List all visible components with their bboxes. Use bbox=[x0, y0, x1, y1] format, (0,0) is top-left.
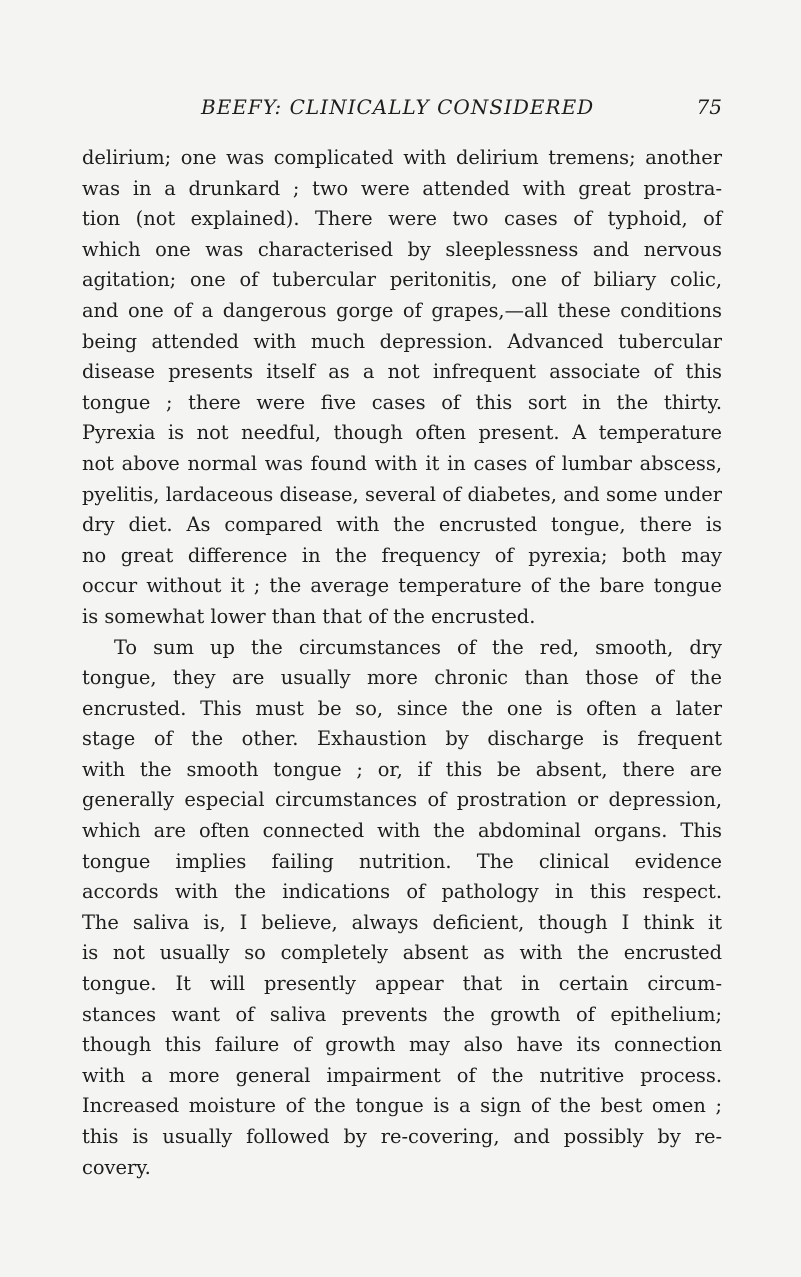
text-line: disease presents itself as a not infrequent associate of this bbox=[82, 360, 722, 384]
text-line: tongue implies failing nutrition. The clinical evidence bbox=[82, 849, 722, 873]
paragraph-1 bbox=[82, 143, 722, 633]
page-number: 75 bbox=[696, 95, 722, 119]
text-line: encrusted. This must be so, since the one is often a later bbox=[82, 696, 722, 720]
text-line: agitation; one of tubercular peritonitis, one of biliary colic, bbox=[82, 268, 722, 292]
body-text bbox=[82, 143, 722, 1183]
running-head bbox=[82, 95, 722, 125]
text-line: pyelitis, lardaceous disease, several of diabetes, and some under bbox=[82, 482, 722, 506]
text-line: delirium; one was complicated with delirium tremens; another bbox=[82, 146, 722, 169]
text-line: though this failure of growth may also have its connection bbox=[82, 1033, 722, 1057]
text-line: occur without it ; the average temperature of the bare tongue bbox=[82, 574, 722, 598]
text-line: covery. bbox=[82, 1155, 151, 1179]
text-line: tongue, they are usually more chronic than those of the bbox=[82, 666, 722, 690]
text-line: stances want of saliva prevents the growth of epithelium; bbox=[82, 1002, 722, 1026]
text-line: this is usually followed by re-covering, and possibly by re- bbox=[82, 1125, 722, 1148]
text-line: Pyrexia is not needful, though often present. A temperature bbox=[82, 421, 722, 445]
text-line: tongue ; there were five cases of this sort in the thirty. bbox=[82, 390, 722, 414]
text-line: and one of a dangerous gorge of grapes,—all these conditions bbox=[82, 298, 722, 322]
text-line: Increased moisture of the tongue is a sign of the best omen ; bbox=[82, 1094, 722, 1118]
paragraph-2 bbox=[82, 633, 722, 1184]
text-line: is not usually so completely absent as with the encrusted bbox=[82, 941, 722, 965]
text-line: being attended with much depression. Advanced tubercular bbox=[82, 329, 722, 353]
text-line: accords with the indications of pathology in this respect. bbox=[82, 880, 722, 904]
running-title: BEEFY: CLINICALLY CONSIDERED bbox=[201, 95, 595, 119]
text-line: The saliva is, I believe, always deficient, though I think it bbox=[82, 910, 722, 934]
text-line: was in a drunkard ; two were attended with great prostra- bbox=[82, 176, 722, 200]
text-line: To sum up the circumstances of the red, smooth, dry bbox=[114, 635, 722, 659]
text-line: tongue. It will presently appear that in certain circum- bbox=[82, 972, 722, 996]
text-line: generally especial circumstances of prostration or depression, bbox=[82, 788, 722, 812]
text-line: tion (not explained). There were two cases of typhoid, of bbox=[82, 207, 722, 231]
text-line: which one was characterised by sleeplessness and nervous bbox=[82, 237, 722, 261]
text-line: no great difference in the frequency of pyrexia; both may bbox=[82, 543, 722, 567]
text-line: dry diet. As compared with the encrusted tongue, there is bbox=[82, 513, 722, 537]
text-line: not above normal was found with it in cases of lumbar abscess, bbox=[82, 451, 722, 475]
text-line: is somewhat lower than that of the encrusted. bbox=[82, 604, 536, 628]
text-line: with the smooth tongue ; or, if this be absent, there are bbox=[82, 757, 722, 781]
text-line: stage of the other. Exhaustion by discharge is frequent bbox=[82, 727, 722, 751]
text-line: which are often connected with the abdominal organs. This bbox=[82, 819, 722, 843]
text-line: with a more general impairment of the nutritive process. bbox=[82, 1063, 722, 1087]
